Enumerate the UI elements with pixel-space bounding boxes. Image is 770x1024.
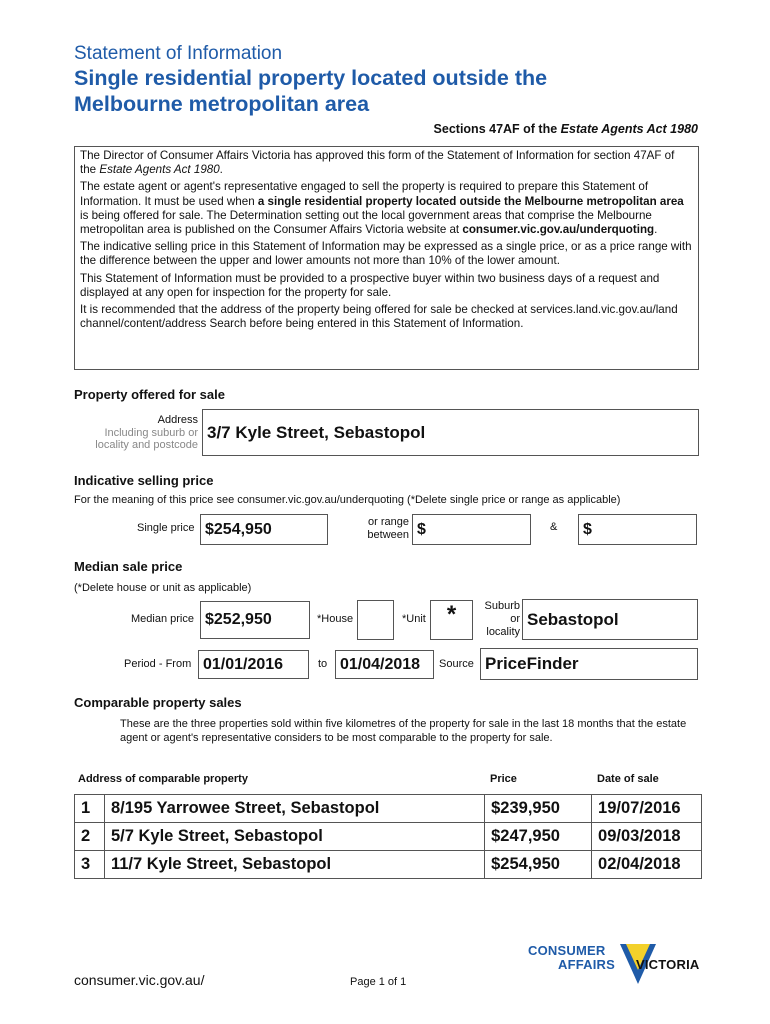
row-number: 2 — [75, 823, 105, 851]
row-address[interactable]: 11/7 Kyle Street, Sebastopol — [104, 851, 484, 879]
intro-paragraph-3: The indicative selling price in this Statement of Information may be expressed as a single price, or as a price range with the difference between the upper and lower amounts not more than 10% of the lower amount. — [80, 240, 692, 268]
source-field[interactable] — [480, 648, 698, 680]
intro-p2-end: . — [654, 223, 658, 237]
row-number: 3 — [75, 851, 105, 879]
address-labels — [80, 414, 198, 452]
col-price-header: Price — [490, 773, 517, 785]
table-row — [75, 823, 702, 851]
range-low-value: $ — [417, 520, 426, 538]
single-price-field[interactable] — [200, 514, 328, 545]
median-price-field[interactable] — [200, 601, 310, 639]
period-from-label: Period - From — [124, 658, 192, 670]
form-subtitle: Statement of Information — [74, 43, 283, 64]
intro-paragraph-5: It is recommended that the address of the property being offered for sale be checked at services.land.vic.gov.au/land channel/content/address Search before being entered in this Statement of Information. — [80, 303, 678, 331]
page-number: Page 1 of 1 — [350, 976, 407, 988]
unit-checkbox[interactable] — [430, 600, 473, 640]
range-low-field[interactable] — [412, 514, 531, 545]
range-ampersand: & — [550, 521, 558, 533]
range-label-1: or range — [368, 516, 409, 528]
comparable-table — [74, 794, 702, 879]
suburb-label-2: or — [510, 613, 520, 625]
single-price-value: $254,950 — [205, 520, 272, 538]
intro-p2-bold: a single residential property located outside the Melbourne metropolitan area — [257, 194, 684, 208]
row-price[interactable]: $247,950 — [485, 823, 592, 851]
address-label: Address — [157, 414, 198, 426]
address-hint-2: locality and postcode — [95, 439, 198, 451]
median-note: (*Delete house or unit as applicable) — [74, 582, 252, 594]
period-to-value: 01/04/2018 — [340, 655, 421, 673]
range-high-value: $ — [583, 520, 592, 538]
title-line-1: Single residential property located outside the — [74, 66, 548, 90]
property-address-field[interactable] — [202, 409, 699, 456]
period-to-label: to — [318, 658, 328, 670]
suburb-label-1: Suburb — [484, 600, 520, 612]
source-value: PriceFinder — [485, 654, 579, 673]
suburb-value: Sebastopol — [527, 609, 619, 629]
unit-label: *Unit — [402, 613, 426, 625]
row-number: 1 — [75, 795, 105, 823]
page-title — [74, 65, 674, 117]
logo-line-3: VICTORIA — [636, 957, 700, 972]
row-date[interactable]: 02/04/2018 — [592, 851, 702, 879]
source-label: Source — [439, 658, 474, 670]
row-date[interactable]: 19/07/2016 — [592, 795, 702, 823]
table-row — [75, 795, 702, 823]
row-price[interactable]: $239,950 — [485, 795, 592, 823]
property-address-value: 3/7 Kyle Street, Sebastopol — [207, 422, 426, 442]
period-from-field[interactable] — [198, 650, 309, 679]
house-label: *House — [317, 613, 354, 625]
suburb-label-3: locality — [486, 626, 520, 638]
consumer-affairs-logo — [528, 940, 708, 988]
col-address-header: Address of comparable property — [78, 773, 248, 785]
suburb-field[interactable] — [522, 599, 698, 640]
row-date[interactable]: 09/03/2018 — [592, 823, 702, 851]
indicative-heading: Indicative selling price — [74, 473, 214, 488]
footer-url[interactable]: consumer.vic.gov.au/ — [74, 972, 205, 988]
underquoting-link[interactable]: consumer.vic.gov.au/underquoting — [462, 223, 655, 237]
period-from-value: 01/01/2016 — [203, 655, 284, 673]
intro-p2-text-b: is being offered for sale. The Determination setting out the local government areas that comprise the Melbourne metropolitan area is published on the Consumer Affairs Victoria website at — [80, 208, 652, 237]
comparable-note: These are the three properties sold within five kilometres of the property for sale in the last 18 months that the estate agent or agent's representative considers to be most comparable to the property for sale. — [120, 718, 687, 744]
intro-paragraph-2 — [80, 180, 693, 237]
logo-line-1: CONSUMER — [528, 943, 606, 958]
sections-prefix: Sections 47AF of the — [433, 122, 558, 136]
intro-box — [74, 146, 699, 370]
period-to-field[interactable] — [335, 650, 434, 679]
intro-paragraph-4: This Statement of Information must be provided to a prospective buyer within two business days of a request and displayed at any open for inspection for the property for sale. — [80, 271, 660, 299]
unit-value: * — [446, 601, 457, 628]
title-line-2: Melbourne metropolitan area — [74, 92, 370, 116]
suburb-labels — [478, 600, 520, 639]
intro-p1-act: Estate Agents Act 1980 — [99, 163, 220, 177]
intro-p1-end: . — [219, 163, 223, 177]
col-date-header: Date of sale — [597, 773, 659, 785]
intro-p2-text: The estate agent or agent's representative engaged to sell the property is required to prepare this Statement of Information. It must be used when — [80, 180, 649, 208]
intro-paragraph-1 — [80, 149, 693, 177]
range-label-2: between — [367, 529, 409, 541]
house-checkbox[interactable] — [357, 600, 394, 640]
property-heading: Property offered for sale — [74, 387, 225, 402]
sections-reference — [434, 122, 698, 136]
sections-act: Estate Agents Act 1980 — [560, 122, 698, 136]
row-address[interactable]: 5/7 Kyle Street, Sebastopol — [104, 823, 484, 851]
table-row — [75, 851, 702, 879]
intro-p1-text: The Director of Consumer Affairs Victoria has approved this form of the Statement of Information for section 47AF of the — [80, 149, 675, 177]
row-price[interactable]: $254,950 — [485, 851, 592, 879]
median-heading: Median sale price — [74, 559, 183, 574]
comparable-heading: Comparable property sales — [74, 695, 242, 710]
range-labels — [352, 516, 409, 542]
logo-line-2: AFFAIRS — [558, 957, 616, 972]
address-hint-1: Including suburb or — [104, 426, 198, 439]
median-price-value: $252,950 — [205, 611, 272, 628]
median-price-label: Median price — [131, 613, 194, 625]
row-address[interactable]: 8/195 Yarrowee Street, Sebastopol — [104, 795, 484, 823]
range-high-field[interactable] — [578, 514, 697, 545]
single-price-label: Single price — [137, 522, 195, 534]
indicative-note: For the meaning of this price see consumer.vic.gov.au/underquoting (*Delete single price or range as applicable) — [74, 494, 621, 506]
